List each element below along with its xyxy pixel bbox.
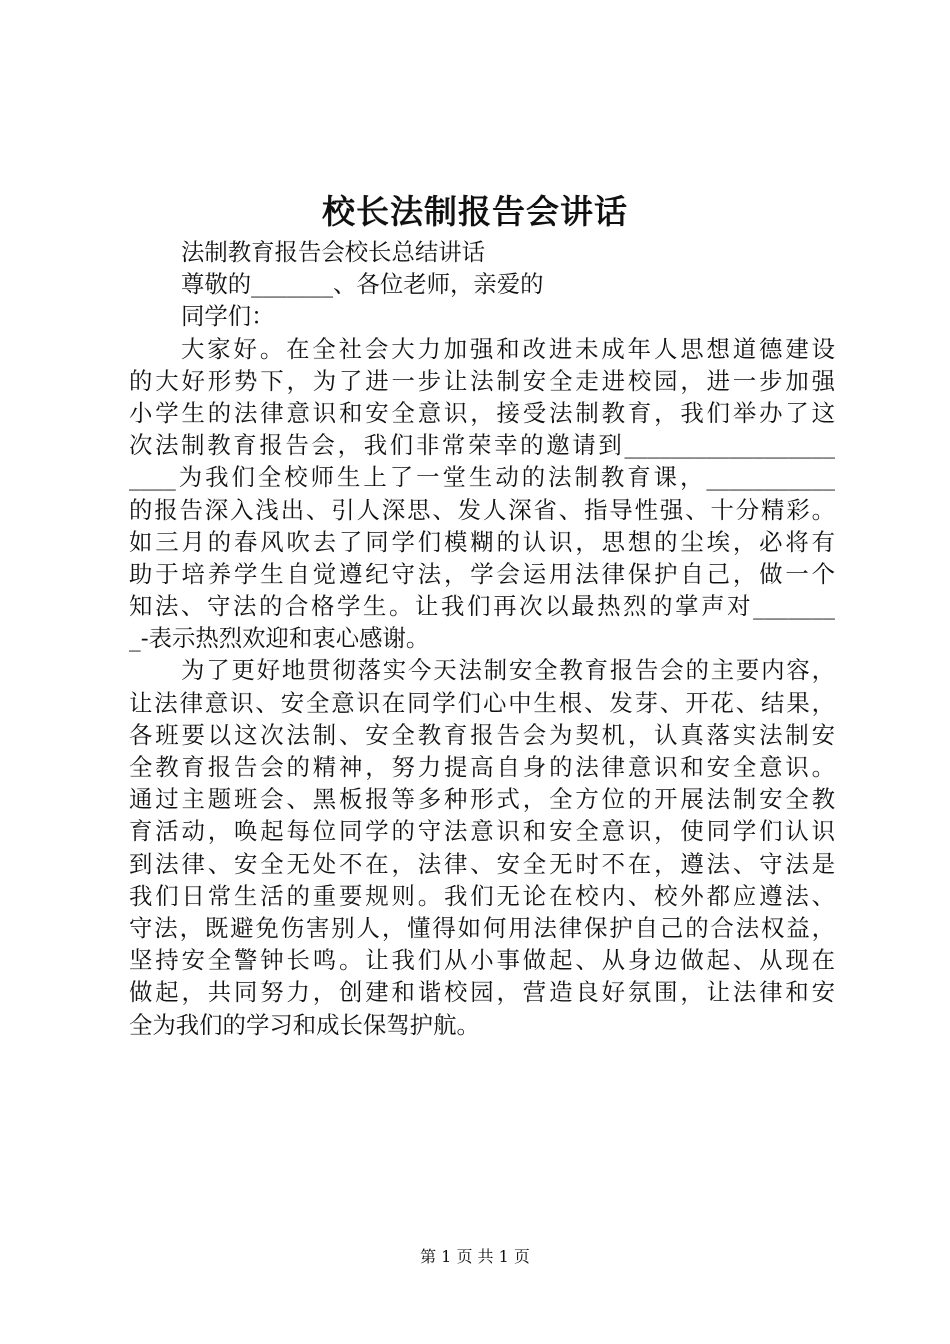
paragraph-line: 守法，既避免伤害别人，懂得如何用法律保护自己的合法权益， — [129, 913, 835, 942]
paragraph-line: 全教育报告会的精神，努力提高自身的法律意识和安全意识。 — [129, 753, 835, 781]
salutation-line: 同学们： — [181, 302, 275, 331]
paragraph-line: 通过主题班会、黑板报等多种形式，全方位的开展法制安全教 — [129, 785, 835, 814]
page-footer: 第 1 页 共 1 页 — [420, 1247, 530, 1266]
paragraph-line: 助于培养学生自觉遵纪守法，学会运用法律保护自己，做一个 — [129, 559, 835, 588]
paragraph-line: 知法、守法的合格学生。让我们再次以最热烈的掌声对_______ — [129, 592, 835, 621]
paragraph-line: 的报告深入浅出、引人深思、发人深省、指导性强、十分精彩。 — [129, 495, 835, 524]
paragraph-line: 到法律、安全无处不在，法律、安全无时不在，遵法、守法是 — [129, 849, 835, 878]
document-body — [129, 236, 835, 1041]
paragraph-line: 大家好。在全社会大力加强和改进未成年人思想道德建设 — [181, 334, 835, 363]
paragraph-line: 各班要以这次法制、安全教育报告会为契机，认真落实法制安 — [129, 720, 835, 749]
subtitle-line: 法制教育报告会校长总结讲话 — [181, 238, 486, 266]
paragraph-line: ____为我们全校师生上了一堂生动的法制教育课，___________ — [129, 463, 835, 492]
paragraph-line: 的大好形势下，为了进一步让法制安全走进校园，进一步加强 — [129, 366, 835, 395]
paragraph-line: _-表示热烈欢迎和衷心感谢。 — [129, 624, 430, 653]
paragraph-line: 全为我们的学习和成长保驾护航。 — [129, 1010, 480, 1039]
paragraph-line: 我们日常生活的重要规则。我们无论在校内、校外都应遵法、 — [129, 881, 835, 910]
paragraph-line: 如三月的春风吹去了同学们模糊的认识，思想的尘埃，必将有 — [129, 527, 835, 556]
page-title: 校长法制报告会讲话 — [322, 192, 628, 231]
paragraph-line: 为了更好地贯彻落实今天法制安全教育报告会的主要内容， — [181, 656, 835, 685]
paragraph-line: 次法制教育报告会，我们非常荣幸的邀请到__________________ — [129, 431, 835, 460]
paragraph-line: 坚持安全警钟长鸣。让我们从小事做起、从身边做起、从现在 — [129, 946, 835, 975]
paragraph-line: 做起，共同努力，创建和谐校园，营造良好氛围，让法律和安 — [129, 978, 835, 1007]
salutation-line: 尊敬的_______、各位老师，亲爱的 — [181, 270, 544, 299]
paragraph-line: 育活动，唤起每位同学的守法意识和安全意识，使同学们认识 — [129, 817, 835, 846]
paragraph-line: 小学生的法律意识和安全意识，接受法制教育，我们举办了这 — [129, 398, 835, 427]
paragraph-line: 让法律意识、安全意识在同学们心中生根、发芽、开花、结果， — [129, 688, 835, 717]
